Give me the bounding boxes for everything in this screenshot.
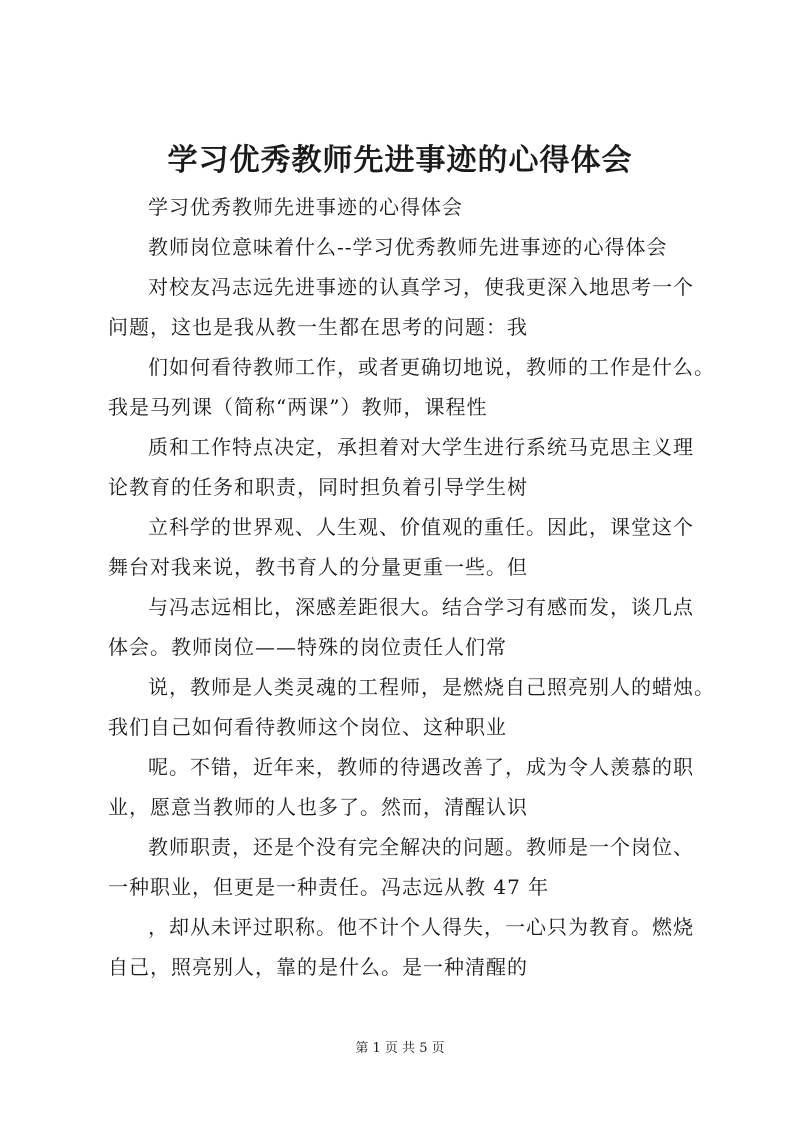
body-line: 自己，照亮别人，靠的是什么。是一种清醒的 (108, 955, 528, 979)
body-line: 我是马列课（简称“两课”）教师，课程性 (108, 395, 488, 419)
body-line: 教师岗位意味着什么--学习优秀教师先进事迹的心得体会 (148, 235, 668, 259)
body-line: 教师职责，还是个没有完全解决的问题。教师是一个岗位、 (148, 835, 694, 859)
body-line: 我们自己如何看待教师这个岗位、这种职业 (108, 715, 507, 739)
body-line: 体会。教师岗位——特殊的岗位责任人们常 (108, 635, 507, 659)
body-line: 质和工作特点决定，承担着对大学生进行系统马克思主义理 (148, 435, 694, 459)
page-number: 第 1 页 共 5 页 (355, 1041, 445, 1056)
body-line: 立科学的世界观、人生观、价值观的重任。因此，课堂这个 (148, 515, 694, 539)
body-line: 问题，这也是我从教一生都在思考的问题：我 (108, 315, 528, 339)
body-line: 呢。不错，近年来，教师的待遇改善了，成为令人羡慕的职 (148, 755, 694, 779)
body-line: 说，教师是人类灵魂的工程师，是燃烧自己照亮别人的蜡烛。 (148, 675, 715, 699)
body-line: ，却从未评过职称。他不计个人得失，一心只为教育。燃烧 (148, 915, 694, 939)
body-line: 学习优秀教师先进事迹的心得体会 (148, 195, 463, 219)
body-line: 业，愿意当教师的人也多了。然而，清醒认识 (108, 795, 528, 819)
body-line: 一种职业，但更是一种责任。冯志远从教 47 年 (108, 875, 550, 899)
body-line: 舞台对我来说，教书育人的分量更重一些。但 (108, 555, 528, 579)
body-line: 与冯志远相比，深感差距很大。结合学习有感而发，谈几点 (148, 595, 694, 619)
body-line: 们如何看待教师工作，或者更确切地说，教师的工作是什么。 (148, 355, 715, 379)
body-line: 论教育的任务和职责，同时担负着引导学生树 (108, 475, 528, 499)
document-title: 学习优秀教师先进事迹的心得体会 (167, 143, 633, 178)
body-line: 对校友冯志远先进事迹的认真学习，使我更深入地思考一个 (148, 275, 694, 299)
